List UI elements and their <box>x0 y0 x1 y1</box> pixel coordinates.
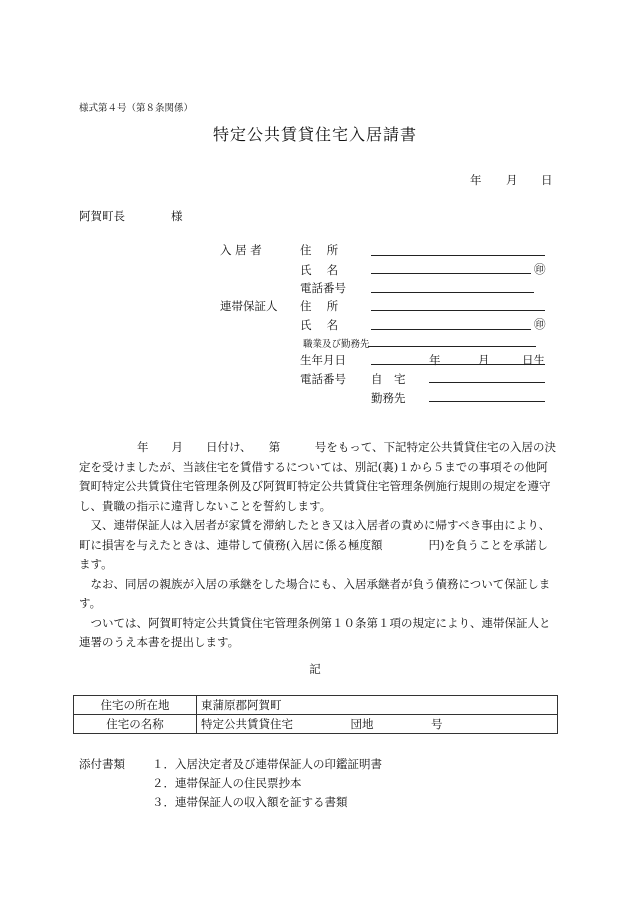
guarantor-phone-label: 電話番号 <box>300 372 346 386</box>
guarantor-birth-label: 生年月日 <box>300 353 346 367</box>
tenant-address-line <box>371 255 545 256</box>
pledge-paragraph-3: なお、同居の親族が入居の承継をした場合にも、入居承継者が負う債務について保証します。 <box>79 576 551 610</box>
tenant-role: 入 居 者 <box>220 243 262 257</box>
housing-info-table <box>73 695 558 734</box>
date-day: 日 <box>541 173 553 187</box>
guarantor-name-line <box>371 329 531 330</box>
tenant-seal-icon: ㊞ <box>534 262 546 276</box>
table-row <box>74 715 558 734</box>
ki-heading: 記 <box>309 662 321 676</box>
guarantor-name-label: 氏 名 <box>300 318 339 332</box>
guarantor-seal-icon: ㊞ <box>534 317 546 331</box>
housing-name-value: 特定公共賃貸住宅 団地 号 <box>197 715 558 734</box>
form-number: 様式第４号（第８条関係） <box>79 103 194 114</box>
housing-name-label: 住宅の名称 <box>74 715 197 734</box>
guarantor-birth-year: 年 <box>429 353 441 367</box>
pledge-body <box>79 438 559 653</box>
document-title: 特定公共賃貸住宅入居請書 <box>212 125 417 144</box>
guarantor-home-label: 自 宅 <box>371 372 406 386</box>
location-value: 東蒲原郡阿賀町 <box>197 696 558 715</box>
guarantor-job-line <box>368 346 536 347</box>
location-label: 住宅の所在地 <box>74 696 197 715</box>
attachments-label: 添付書類 <box>79 757 125 771</box>
guarantor-birth-month: 月 <box>478 353 490 367</box>
pledge-p1-rest: 下記特定公共賃貸住宅の入居の決定を受けましたが、当該住宅を賃借するについては、別記(裏)１から５までの事項その他阿賀町特定公共賃貸住宅管理条例及び阿賀町特定公共賃貸住宅管理条例施行規則の規定を遵守し、貴職の指示に違背しないことを誓約します。 <box>79 440 557 513</box>
guarantor-home-line <box>429 382 545 383</box>
guarantor-birth-day: 日生 <box>522 353 545 367</box>
addressee-name: 阿賀町長 <box>79 209 125 223</box>
guarantor-address-label: 住 所 <box>300 299 339 313</box>
guarantor-role: 連帯保証人 <box>220 299 278 313</box>
tenant-name-label: 氏 名 <box>300 263 339 277</box>
tenant-name-line <box>371 273 531 274</box>
pledge-paragraph-2: 又、連帯保証人は入居者が家賃を滞納したとき又は入居者の責めに帰すべき事由により、町に損害を与えたときは、連帯して債務(入居に係る極度額 円)を負うことを承諾します。 <box>79 518 551 571</box>
attachment-item-3: ３．連帯保証人の収入額を証する書類 <box>152 795 348 809</box>
tenant-phone-label: 電話番号 <box>300 281 346 295</box>
guarantor-address-line <box>371 310 545 311</box>
guarantor-birth-line <box>371 364 545 365</box>
addressee-honorific: 様 <box>171 209 183 223</box>
pledge-paragraph-4: ついては、阿賀町特定公共賃貸住宅管理条例第１０条第１項の規定により、連帯保証人と連署のうえ本書を提出します。 <box>79 615 551 649</box>
date-month: 月 <box>506 173 518 187</box>
pledge-p1-head: 年 月 日付け、 第 号をもって、 <box>137 440 384 454</box>
tenant-phone-line <box>371 292 534 293</box>
guarantor-work-label: 勤務先 <box>371 391 406 405</box>
table-row <box>74 696 558 715</box>
attachment-item-2: ２．連帯保証人の住民票抄本 <box>152 776 302 790</box>
guarantor-job-label: 職業及び勤務先 <box>303 339 370 350</box>
pledge-paragraph-1 <box>79 438 559 516</box>
attachment-item-1: １．入居決定者及び連帯保証人の印鑑証明書 <box>152 757 382 771</box>
guarantor-work-line <box>429 401 545 402</box>
tenant-address-label: 住 所 <box>300 243 339 257</box>
date-year: 年 <box>470 173 482 187</box>
